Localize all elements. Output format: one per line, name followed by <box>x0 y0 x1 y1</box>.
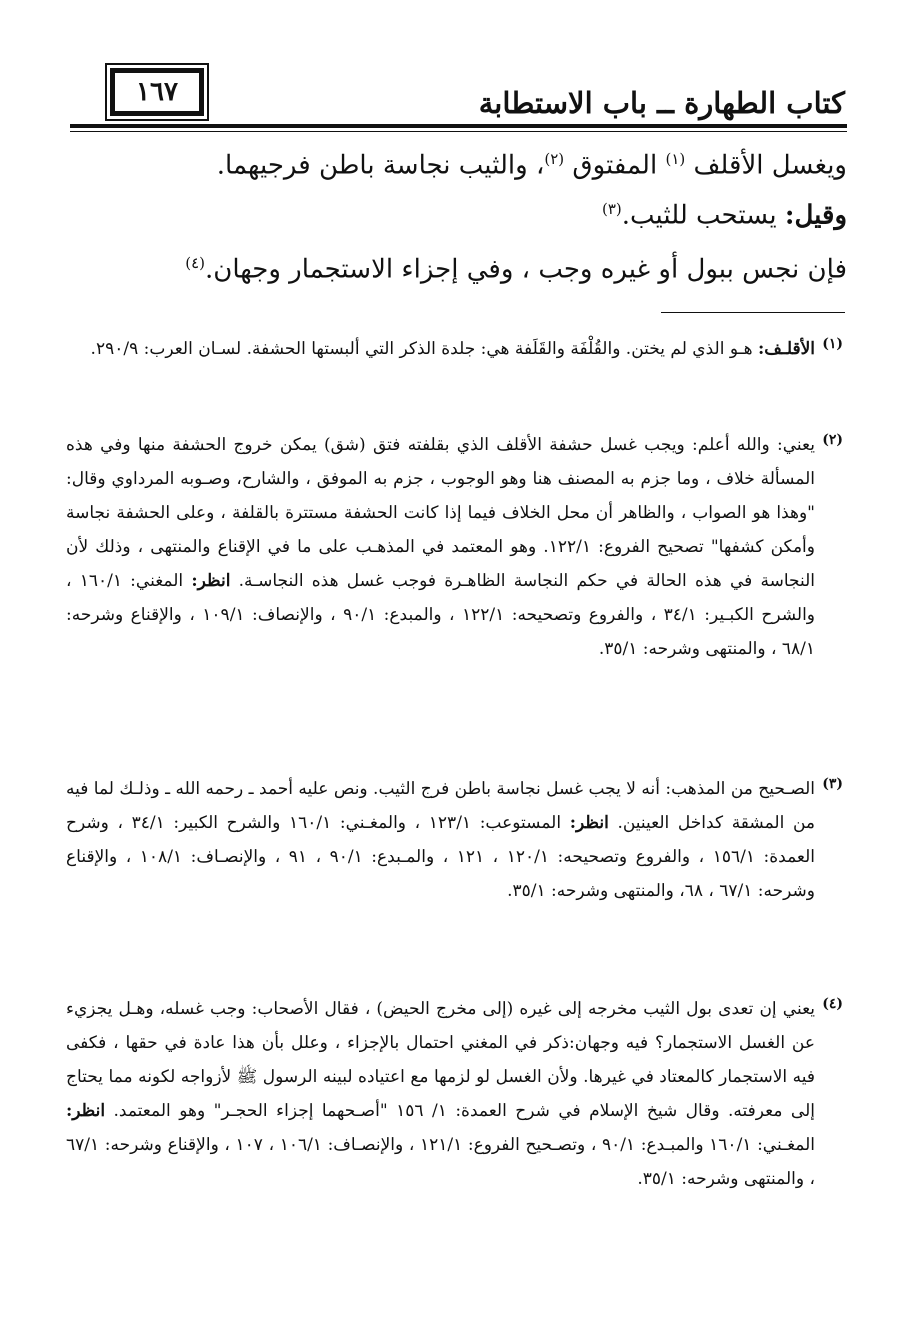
footnote-number-1: (١) <box>822 336 843 352</box>
main-line-2: وقيل: يستحب للثيب.$^{(٣)}$ <box>601 200 847 231</box>
footnote-2-label: انظر: <box>191 571 231 591</box>
footnote-4-label: انظر: <box>66 1101 106 1121</box>
footnote-ref-4[interactable]: (٤) <box>185 254 205 272</box>
footnote-4: يعني إن تعدى بول الثيب مخرجه إلى غيره (إلى مخرج الحيض) ، فقال الأصحاب: وجب غسله، وهـل يجزيء عن الغسل الاستجمار؟ فيه وجهان:ذكر في المغني احتمال بالإجزاء ، وعلل بأن هذا عادة في حقها ، فكفى فيه الاستجمار كالمعتاد في غيرها. ولأن الغسل لو لزمها مع اعتياده لبينه الرسول ﷺ لأزواجه لكونه مما يحتاج إلى معرفته. وقال شيخ الإسلام في شرح العمدة: ١/ ١٥٦ "أصـحهما إجزاء الحجـر" وهو المعتمد. انظر: المغـني: ١٦٠/١ والمبـدع: ٩٠/١ ، وتصـحيح الفروع: ١٢١/١ ، والإنصـاف: ١٠٦/١ ، ١٠٧ ، والإقناع وشرحه: ٦٧/١ ، والمنتهى وشرحه: ٣٥/١. <box>66 999 816 1189</box>
main-line-2-label: وقيل: <box>784 200 847 231</box>
page-number-box <box>110 68 204 116</box>
footnote-number-4: (٤) <box>822 996 843 1012</box>
main-line-1: ويغسل الأقلف $^{(١)}$ المفتوق $^{(٢)}$، والثيب نجاسة باطن فرجيهما. <box>216 150 847 181</box>
footnote-3-label: انظر: <box>569 813 609 833</box>
page-number: ١٦٧ <box>136 77 178 107</box>
header-rule-thin <box>70 131 847 132</box>
footnote-number-3: (٣) <box>822 776 843 792</box>
running-header-title: كتاب الطهارة ــ باب الاستطابة <box>478 86 845 120</box>
footnote-2: يعني: والله أعلم: ويجب غسل حشفة الأقلف الذي بقلفته فتق (شق) يمكن خروج الحشفة منها وفي هذه المسألة خلاف ، وما جزم به المصنف هنا وهو الوجوب ، جزم به الموفق ، والشارح، وصـوبه المرداوي وقال: "وهذا هو الصواب ، والظاهر أن محل الخلاف فيما إذا كانت الحشفة مستترة بالقلفة ، وعلى الحشفة نجاسة وأمكن كشفها" تصحيح الفروع: ١٢٢/١. وهو المعتمد في المذهـب على ما في الإقناع والمنتهى ، وذلك لأن النجاسة في هذه الحالة في حكم النجاسة الظاهـرة فوجب غسل هذه النجاسـة. انظر: المغني: ١٦٠/١ ، والشرح الكبـير: ٣٤/١ ، والفروع وتصحيحه: ١٢٢/١ ، والمبدع: ٩٠/١ ، والإنصاف: ١٠٩/١ ، والإقناع وشرحه: ٦٨/١ ، والمنتهى وشرحه: ٣٥/١. <box>66 435 816 659</box>
footnote-1: الأقلـف: هـو الذي لم يختن. والقُلْفَة والقَلَفة هي: جلدة الذكر التي ألبستها الحشفة. لسـان العرب: ٢٩٠/٩. <box>90 339 815 359</box>
footnote-3: الصـحيح من المذهب: أنه لا يجب غسل نجاسة باطن فرج الثيب. ونص عليه أحمد ـ رحمه الله ـ وذلـك لما فيه من المشقة كداخل العينين. انظر: المستوعب: ١٢٣/١ ، والمغـني: ١٦٠/١ والشرح الكبير: ٣٤/١ ، وشرح العمدة: ١٥٦/١ ، والفروع وتصحيحه: ١٢٠/١ ، ١٢١ ، والمـبدع: ٩٠/١ ، ٩١ ، والإنصـاف: ١٠٨/١ ، والإقناع وشرحه: ٦٧/١ ، ٦٨، والمنتهى وشرحه: ٣٥/١. <box>66 779 816 901</box>
footnote-separator <box>661 312 845 313</box>
footnote-ref-2[interactable]: (٢) <box>544 150 565 168</box>
footnote-number-2: (٢) <box>822 432 843 448</box>
footnote-1-label: الأقلـف: <box>757 339 815 359</box>
footnote-ref-1[interactable]: (١) <box>665 150 686 168</box>
header-rule <box>70 124 847 128</box>
footnote-ref-3[interactable]: (٣) <box>601 200 622 218</box>
main-line-3: فإن نجس ببول أو غيره وجب ، وفي إجزاء الاستجمار وجهان.$^{(٤)}$ <box>185 254 847 285</box>
